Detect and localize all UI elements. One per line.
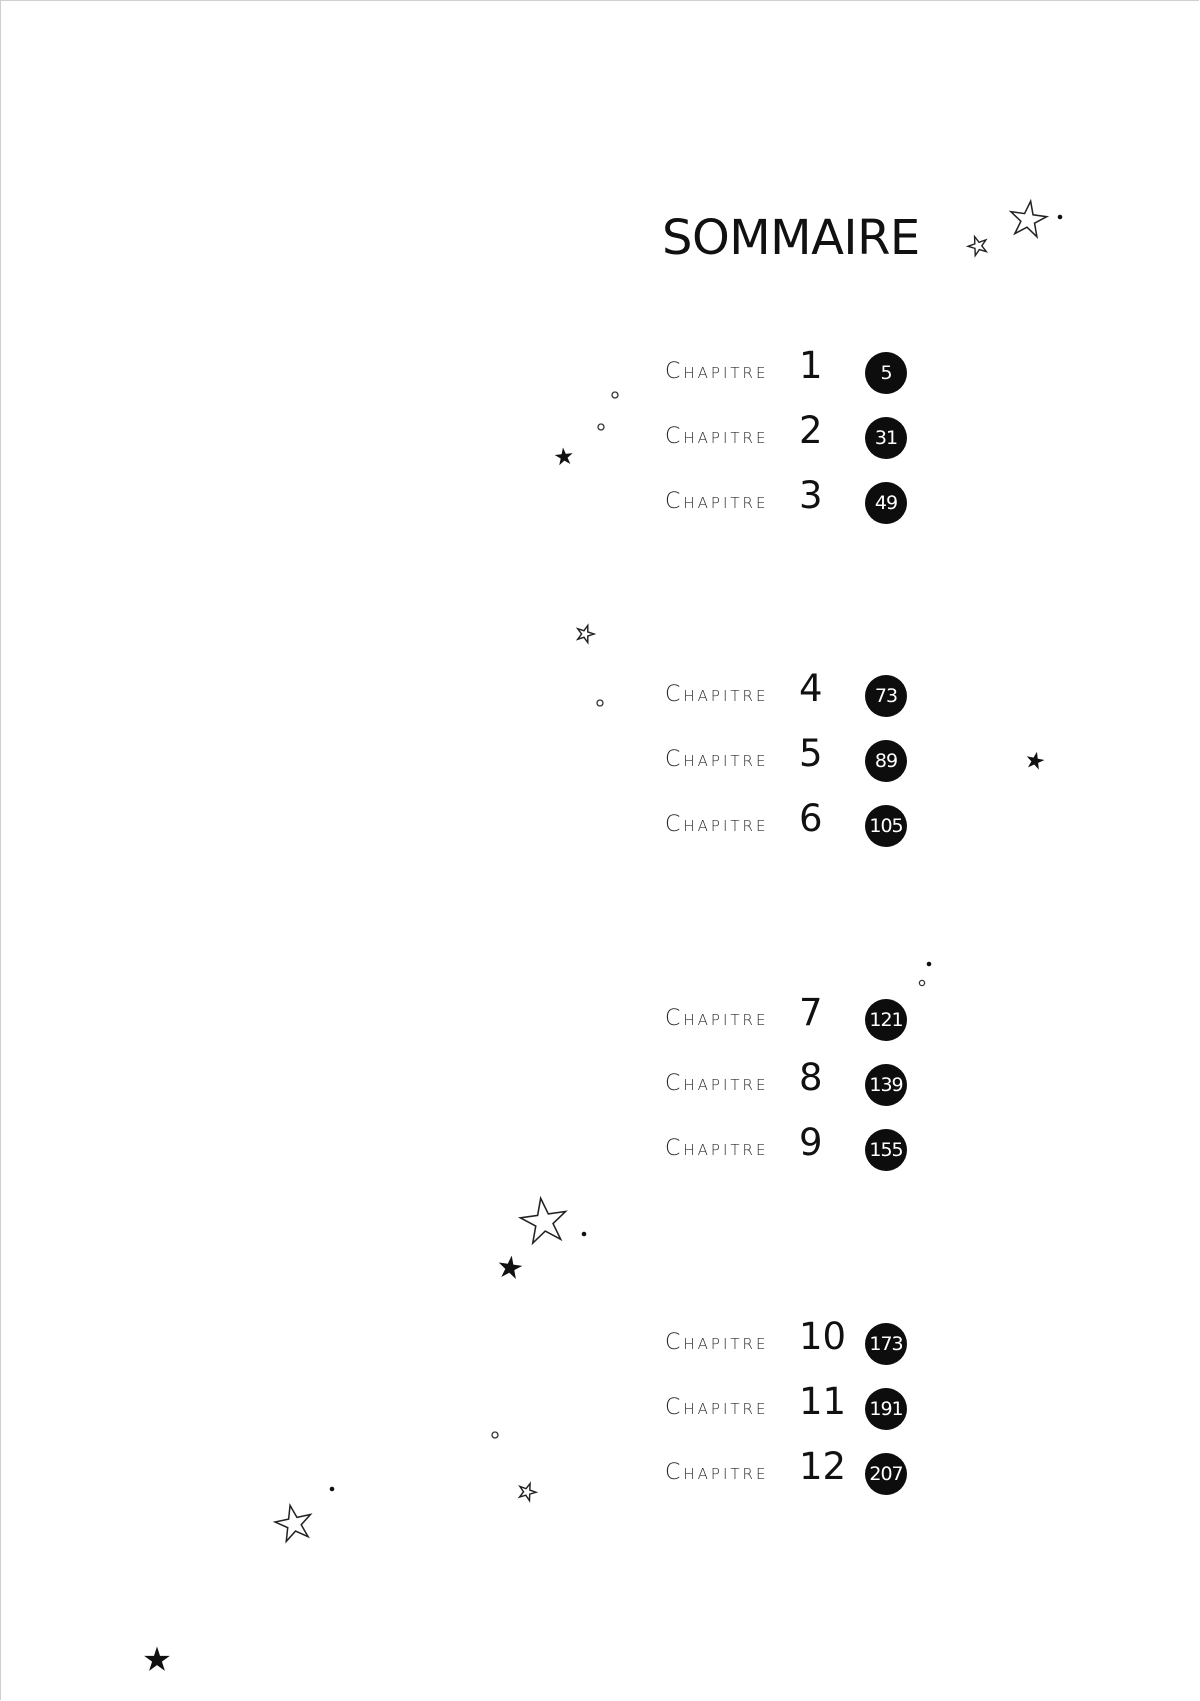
toc-entry[interactable] (665, 474, 915, 545)
toc-group-1 (665, 344, 915, 545)
page-number-badge: 105 (865, 805, 907, 847)
chapter-label: Chapitre (665, 747, 769, 772)
chapter-label: Chapitre (665, 1330, 769, 1355)
chapter-label: Chapitre (665, 812, 769, 837)
chapter-label: Chapitre (665, 489, 769, 514)
page-number-badge: 89 (865, 740, 907, 782)
chapter-label: Chapitre (665, 1071, 769, 1096)
page-title: SOMMAIRE (662, 210, 920, 266)
toc-entry[interactable] (665, 409, 915, 480)
toc-group-2 (665, 667, 915, 868)
page-number-badge: 191 (865, 1388, 907, 1430)
page-number-badge: 139 (865, 1064, 907, 1106)
toc-group-4 (665, 1315, 915, 1516)
page-number-badge: 207 (865, 1453, 907, 1495)
toc-entry[interactable] (665, 344, 915, 415)
chapter-label: Chapitre (665, 1460, 769, 1485)
chapter-number: 1 (799, 344, 823, 387)
page-number-badge: 121 (865, 999, 907, 1041)
chapter-label: Chapitre (665, 1395, 769, 1420)
chapter-label: Chapitre (665, 1136, 769, 1161)
chapter-number: 12 (799, 1445, 847, 1488)
toc-entry[interactable] (665, 1056, 915, 1127)
toc-entry[interactable] (665, 1315, 915, 1386)
page-number-badge: 73 (865, 675, 907, 717)
chapter-label: Chapitre (665, 682, 769, 707)
chapter-number: 11 (799, 1380, 847, 1423)
chapter-label: Chapitre (665, 359, 769, 384)
chapter-number: 10 (799, 1315, 847, 1358)
chapter-number: 3 (799, 474, 823, 517)
chapter-number: 2 (799, 409, 823, 452)
toc-entry[interactable] (665, 991, 915, 1062)
page-number-badge: 173 (865, 1323, 907, 1365)
chapter-label: Chapitre (665, 424, 769, 449)
chapter-number: 4 (799, 667, 823, 710)
page-number-badge: 155 (865, 1129, 907, 1171)
toc-entry[interactable] (665, 1121, 915, 1192)
page-number-badge: 49 (865, 482, 907, 524)
chapter-number: 8 (799, 1056, 823, 1099)
chapter-label: Chapitre (665, 1006, 769, 1031)
chapter-number: 5 (799, 732, 823, 775)
chapter-number: 9 (799, 1121, 823, 1164)
page-number-badge: 31 (865, 417, 907, 459)
toc-entry[interactable] (665, 1445, 915, 1516)
page-number-badge: 5 (865, 352, 907, 394)
toc-entry[interactable] (665, 732, 915, 803)
chapter-number: 6 (799, 797, 823, 840)
toc-entry[interactable] (665, 797, 915, 868)
toc-entry[interactable] (665, 1380, 915, 1451)
toc-entry[interactable] (665, 667, 915, 738)
chapter-number: 7 (799, 991, 823, 1034)
toc-group-3 (665, 991, 915, 1192)
